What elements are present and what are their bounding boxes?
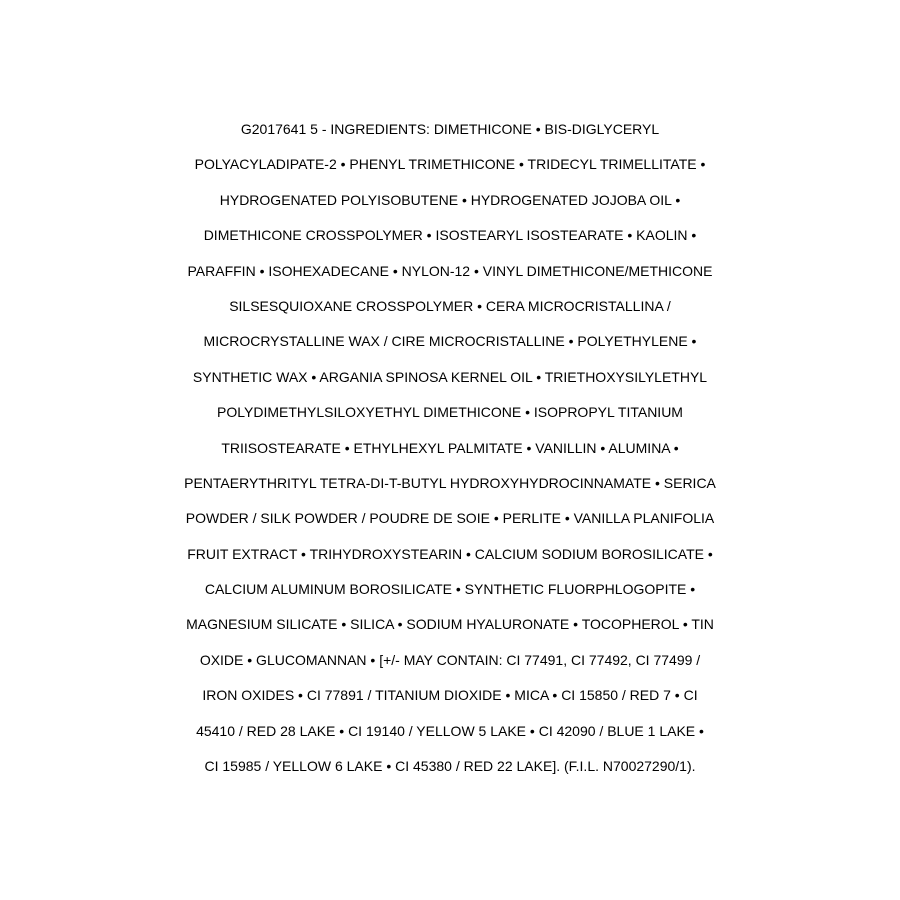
ingredients-line-3: HYDROGENATED POLYISOBUTENE • HYDROGENATED JOJOBA OIL • (219, 191, 681, 208)
ingredients-line-14: CALCIUM ALUMINUM BOROSILICATE • SYNTHETIC FLUORPHLOGOPITE • (204, 581, 696, 598)
ingredients-line-13: FRUIT EXTRACT • TRIHYDROXYSTEARIN • CALCIUM SODIUM BOROSILICATE • (187, 545, 713, 562)
ingredients-line-6: SILSESQUIOXANE CROSSPOLYMER • CERA MICROCRISTALLINA / (229, 297, 671, 314)
ingredients-line-17: IRON OXIDES • CI 77891 / TITANIUM DIOXIDE • MICA • CI 15850 / RED 7 • CI (202, 687, 698, 704)
ingredients-line-18: 45410 / RED 28 LAKE • CI 19140 / YELLOW 5 LAKE • CI 42090 / BLUE 1 LAKE • (196, 722, 704, 739)
ingredients-line-9: POLYDIMETHYLSILOXYETHYL DIMETHICONE • ISOPROPYL TITANIUM (217, 404, 683, 421)
ingredients-line-7: MICROCRYSTALLINE WAX / CIRE MICROCRISTALLINE • POLYETHYLENE • (203, 333, 697, 350)
ingredients-line-4: DIMETHICONE CROSSPOLYMER • ISOSTEARYL ISOSTEARATE • KAOLIN • (203, 227, 697, 244)
ingredients-line-16: OXIDE • GLUCOMANNAN • [+/- MAY CONTAIN: CI 77491, CI 77492, CI 77499 / (199, 651, 701, 668)
ingredients-list (0, 112, 900, 784)
ingredients-line-10: TRIISOSTEARATE • ETHYLHEXYL PALMITATE • VANILLIN • ALUMINA • (221, 439, 679, 456)
ingredients-line-5: PARAFFIN • ISOHEXADECANE • NYLON-12 • VINYL DIMETHICONE/METHICONE (187, 262, 713, 279)
ingredients-line-19: CI 15985 / YELLOW 6 LAKE • CI 45380 / RED 22 LAKE]. (F.I.L. N70027290/1). (204, 758, 696, 775)
ingredients-line-15: MAGNESIUM SILICATE • SILICA • SODIUM HYALURONATE • TOCOPHEROL • TIN (186, 616, 714, 633)
ingredients-line-8: SYNTHETIC WAX • ARGANIA SPINOSA KERNEL OIL • TRIETHOXYSILYLETHYL (192, 368, 708, 385)
ingredients-line-1: G2017641 5 - INGREDIENTS: DIMETHICONE • BIS-DIGLYCERYL (240, 121, 660, 137)
ingredients-line-2: POLYACYLADIPATE-2 • PHENYL TRIMETHICONE • TRIDECYL TRIMELLITATE • (194, 156, 706, 173)
ingredients-line-11: PENTAERYTHRITYL TETRA-DI-T-BUTYL HYDROXYHYDROCINNAMATE • SERICA (184, 474, 716, 491)
ingredients-line-12: POWDER / SILK POWDER / POUDRE DE SOIE • PERLITE • VANILLA PLANIFOLIA (185, 510, 715, 527)
